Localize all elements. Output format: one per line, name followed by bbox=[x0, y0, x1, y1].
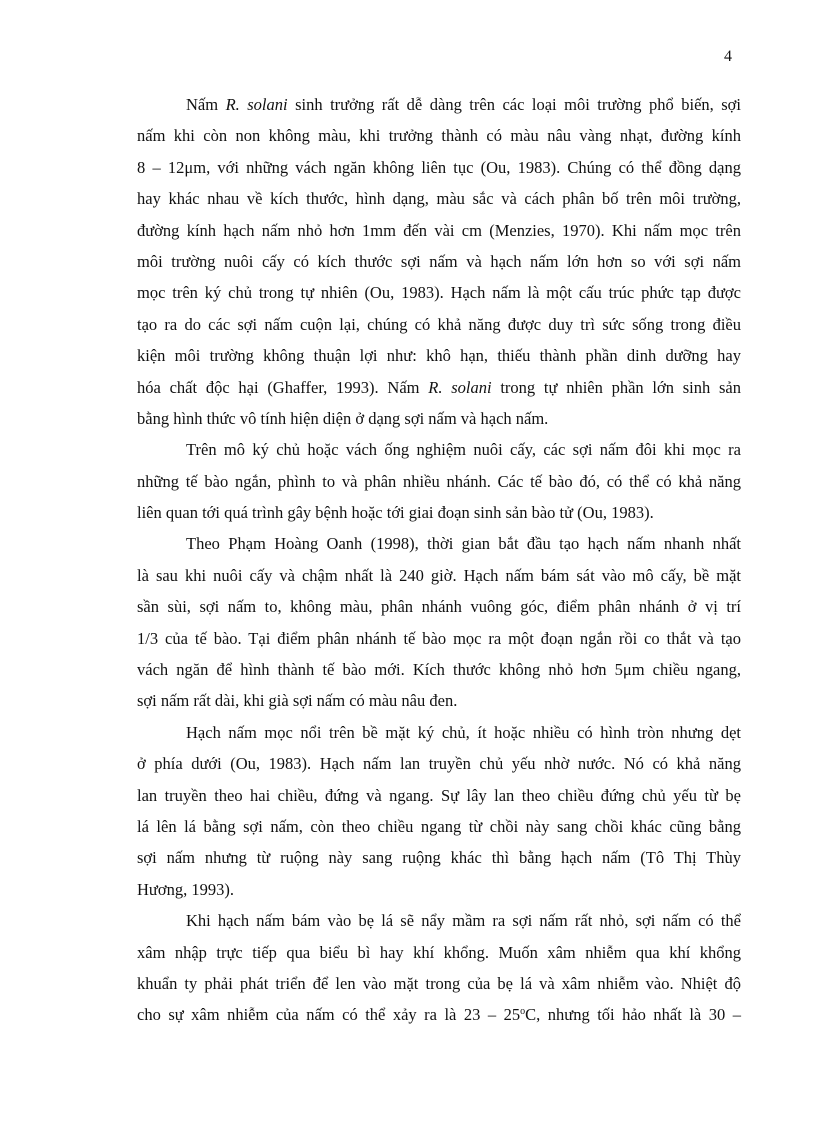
text-run: vách ngăn để hình thành tế bào mới. Kích thước không nhỏ hơn 5μm chiều ngang, bbox=[137, 660, 741, 680]
text-run: sợi nấm rất dài, khi già sợi nấm có màu nâu đen. bbox=[137, 691, 458, 711]
text-line bbox=[137, 89, 741, 120]
text-line bbox=[137, 780, 741, 811]
text-run: hay khác nhau về kích thước, hình dạng, màu sắc và cách phân bố trên môi trường, bbox=[137, 189, 741, 209]
species-name: R. solani bbox=[428, 377, 492, 397]
text-run: hóa chất độc hại (Ghaffer, 1993). Nấm bbox=[137, 377, 429, 397]
text-line bbox=[137, 120, 741, 151]
text-run: Khi hạch nấm bám vào bẹ lá sẽ nẩy mầm ra sợi nấm rất nhỏ, sợi nấm có thể bbox=[186, 911, 741, 931]
paragraph bbox=[137, 89, 741, 434]
text-run: là sau khi nuôi cấy và chậm nhất là 240 giờ. Hạch nấm bám sát vào mô cấy, bề mặt bbox=[137, 565, 741, 585]
text-run: xâm nhập trực tiếp qua biểu bì hay khí khổng. Muốn xâm nhiễm qua khí khổng bbox=[137, 942, 741, 962]
text-line bbox=[137, 623, 741, 654]
text-run: 1/3 của tế bào. Tại điểm phân nhánh tế bào mọc ra một đoạn ngắn rồi co thắt và tạo bbox=[137, 628, 741, 648]
text-line bbox=[137, 842, 741, 873]
text-line bbox=[137, 999, 741, 1030]
text-run: ở phía dưới (Ou, 1983). Hạch nấm lan truyền chủ yếu nhờ nước. Nó có khả năng bbox=[137, 754, 741, 774]
text-line bbox=[137, 340, 741, 371]
text-run: Trên mô ký chủ hoặc vách ống nghiệm nuôi cấy, các sợi nấm đôi khi mọc ra bbox=[186, 440, 741, 460]
species-name: R. solani bbox=[225, 95, 288, 114]
text-line bbox=[137, 152, 741, 183]
text-run: tạo ra do các sợi nấm cuộn lại, chúng có khả năng được duy trì sức sống trong điều bbox=[137, 314, 741, 334]
text-line bbox=[137, 717, 741, 748]
paragraph bbox=[137, 905, 741, 1031]
text-run: lan truyền theo hai chiều, đứng và ngang. Sự lây lan theo chiều đứng chủ yếu từ bẹ bbox=[137, 785, 741, 805]
text-run: 8 – 12μm, với những vách ngăn không liên tục (Ou, 1983). Chúng có thể đồng dạng bbox=[137, 157, 741, 177]
text-run: sợi nấm nhưng từ ruộng này sang ruộng khác thì bằng hạch nấm (Tô Thị Thùy bbox=[137, 848, 741, 868]
superscript: o bbox=[520, 1006, 526, 1018]
text-line bbox=[137, 309, 741, 340]
text-run: mọc trên ký chủ trong tự nhiên (Ou, 1983). Hạch nấm là một cấu trúc phức tạp được bbox=[137, 283, 741, 303]
text-line bbox=[137, 937, 741, 968]
text-line bbox=[137, 183, 741, 214]
text-run: C, nhưng tối hảo nhất là 30 – bbox=[525, 1005, 741, 1025]
text-run: đường kính hạch nấm nhỏ hơn 1mm đến vài cm (Menzies, 1970). Khi nấm mọc trên bbox=[137, 220, 741, 240]
text-run: nấm khi còn non không màu, khi trưởng thành có màu nâu vàng nhạt, đường kính bbox=[137, 126, 741, 146]
text-line bbox=[137, 246, 741, 277]
text-run: những tế bào ngắn, phình to và phân nhiều nhánh. Các tế bào đó, có thể có khả năng bbox=[137, 471, 741, 491]
paragraph bbox=[137, 717, 741, 905]
paragraph bbox=[137, 528, 741, 716]
text-run: Nấm bbox=[186, 95, 226, 114]
text-line bbox=[137, 528, 741, 559]
text-line bbox=[137, 874, 741, 905]
text-run: lá lên lá bằng sợi nấm, còn theo chiều ngang từ chồi này sang chồi khác cũng bằng bbox=[137, 816, 741, 836]
text-line bbox=[137, 497, 741, 528]
text-line bbox=[137, 968, 741, 999]
text-line bbox=[137, 811, 741, 842]
text-run: cho sự xâm nhiễm của nấm có thể xảy ra là 23 – 25 bbox=[137, 1005, 521, 1025]
text-line bbox=[137, 685, 741, 716]
text-run: khuẩn ty phải phát triển để len vào mặt trong của bẹ lá và xâm nhiễm vào. Nhiệt độ bbox=[137, 973, 741, 993]
text-line bbox=[137, 372, 741, 403]
text-run: trong tự nhiên phần lớn sinh sản bbox=[491, 377, 742, 397]
body-text bbox=[137, 89, 741, 1031]
text-run: Hương, 1993). bbox=[137, 879, 234, 899]
text-run: sinh trưởng rất dễ dàng trên các loại môi trường phổ biến, sợi bbox=[287, 95, 741, 114]
text-line bbox=[137, 434, 741, 465]
text-line bbox=[137, 466, 741, 497]
text-line bbox=[137, 591, 741, 622]
text-run: bằng hình thức vô tính hiện diện ở dạng sợi nấm và hạch nấm. bbox=[137, 408, 549, 428]
text-line bbox=[137, 277, 741, 308]
text-run: môi trường nuôi cấy có kích thước sợi nấm và hạch nấm lớn hơn so với sợi nấm bbox=[137, 251, 741, 271]
text-line bbox=[137, 654, 741, 685]
page-number: 4 bbox=[724, 48, 732, 65]
text-run: kiện môi trường không thuận lợi như: khô hạn, thiếu thành phần dinh dưỡng hay bbox=[137, 346, 741, 366]
text-run: liên quan tới quá trình gây bệnh hoặc tới giai đoạn sinh sản bào tử (Ou, 1983). bbox=[137, 503, 654, 523]
text-run: sần sùi, sợi nấm to, không màu, phân nhánh vuông góc, điểm phân nhánh ở vị trí bbox=[137, 597, 741, 617]
text-line bbox=[137, 905, 741, 936]
text-line bbox=[137, 403, 741, 434]
text-line bbox=[137, 748, 741, 779]
text-run: Hạch nấm mọc nổi trên bề mặt ký chủ, ít hoặc nhiều có hình tròn nhưng dẹt bbox=[186, 722, 741, 742]
text-line bbox=[137, 560, 741, 591]
paragraph bbox=[137, 434, 741, 528]
text-line bbox=[137, 215, 741, 246]
text-run: Theo Phạm Hoàng Oanh (1998), thời gian bắt đầu tạo hạch nấm nhanh nhất bbox=[186, 534, 741, 554]
